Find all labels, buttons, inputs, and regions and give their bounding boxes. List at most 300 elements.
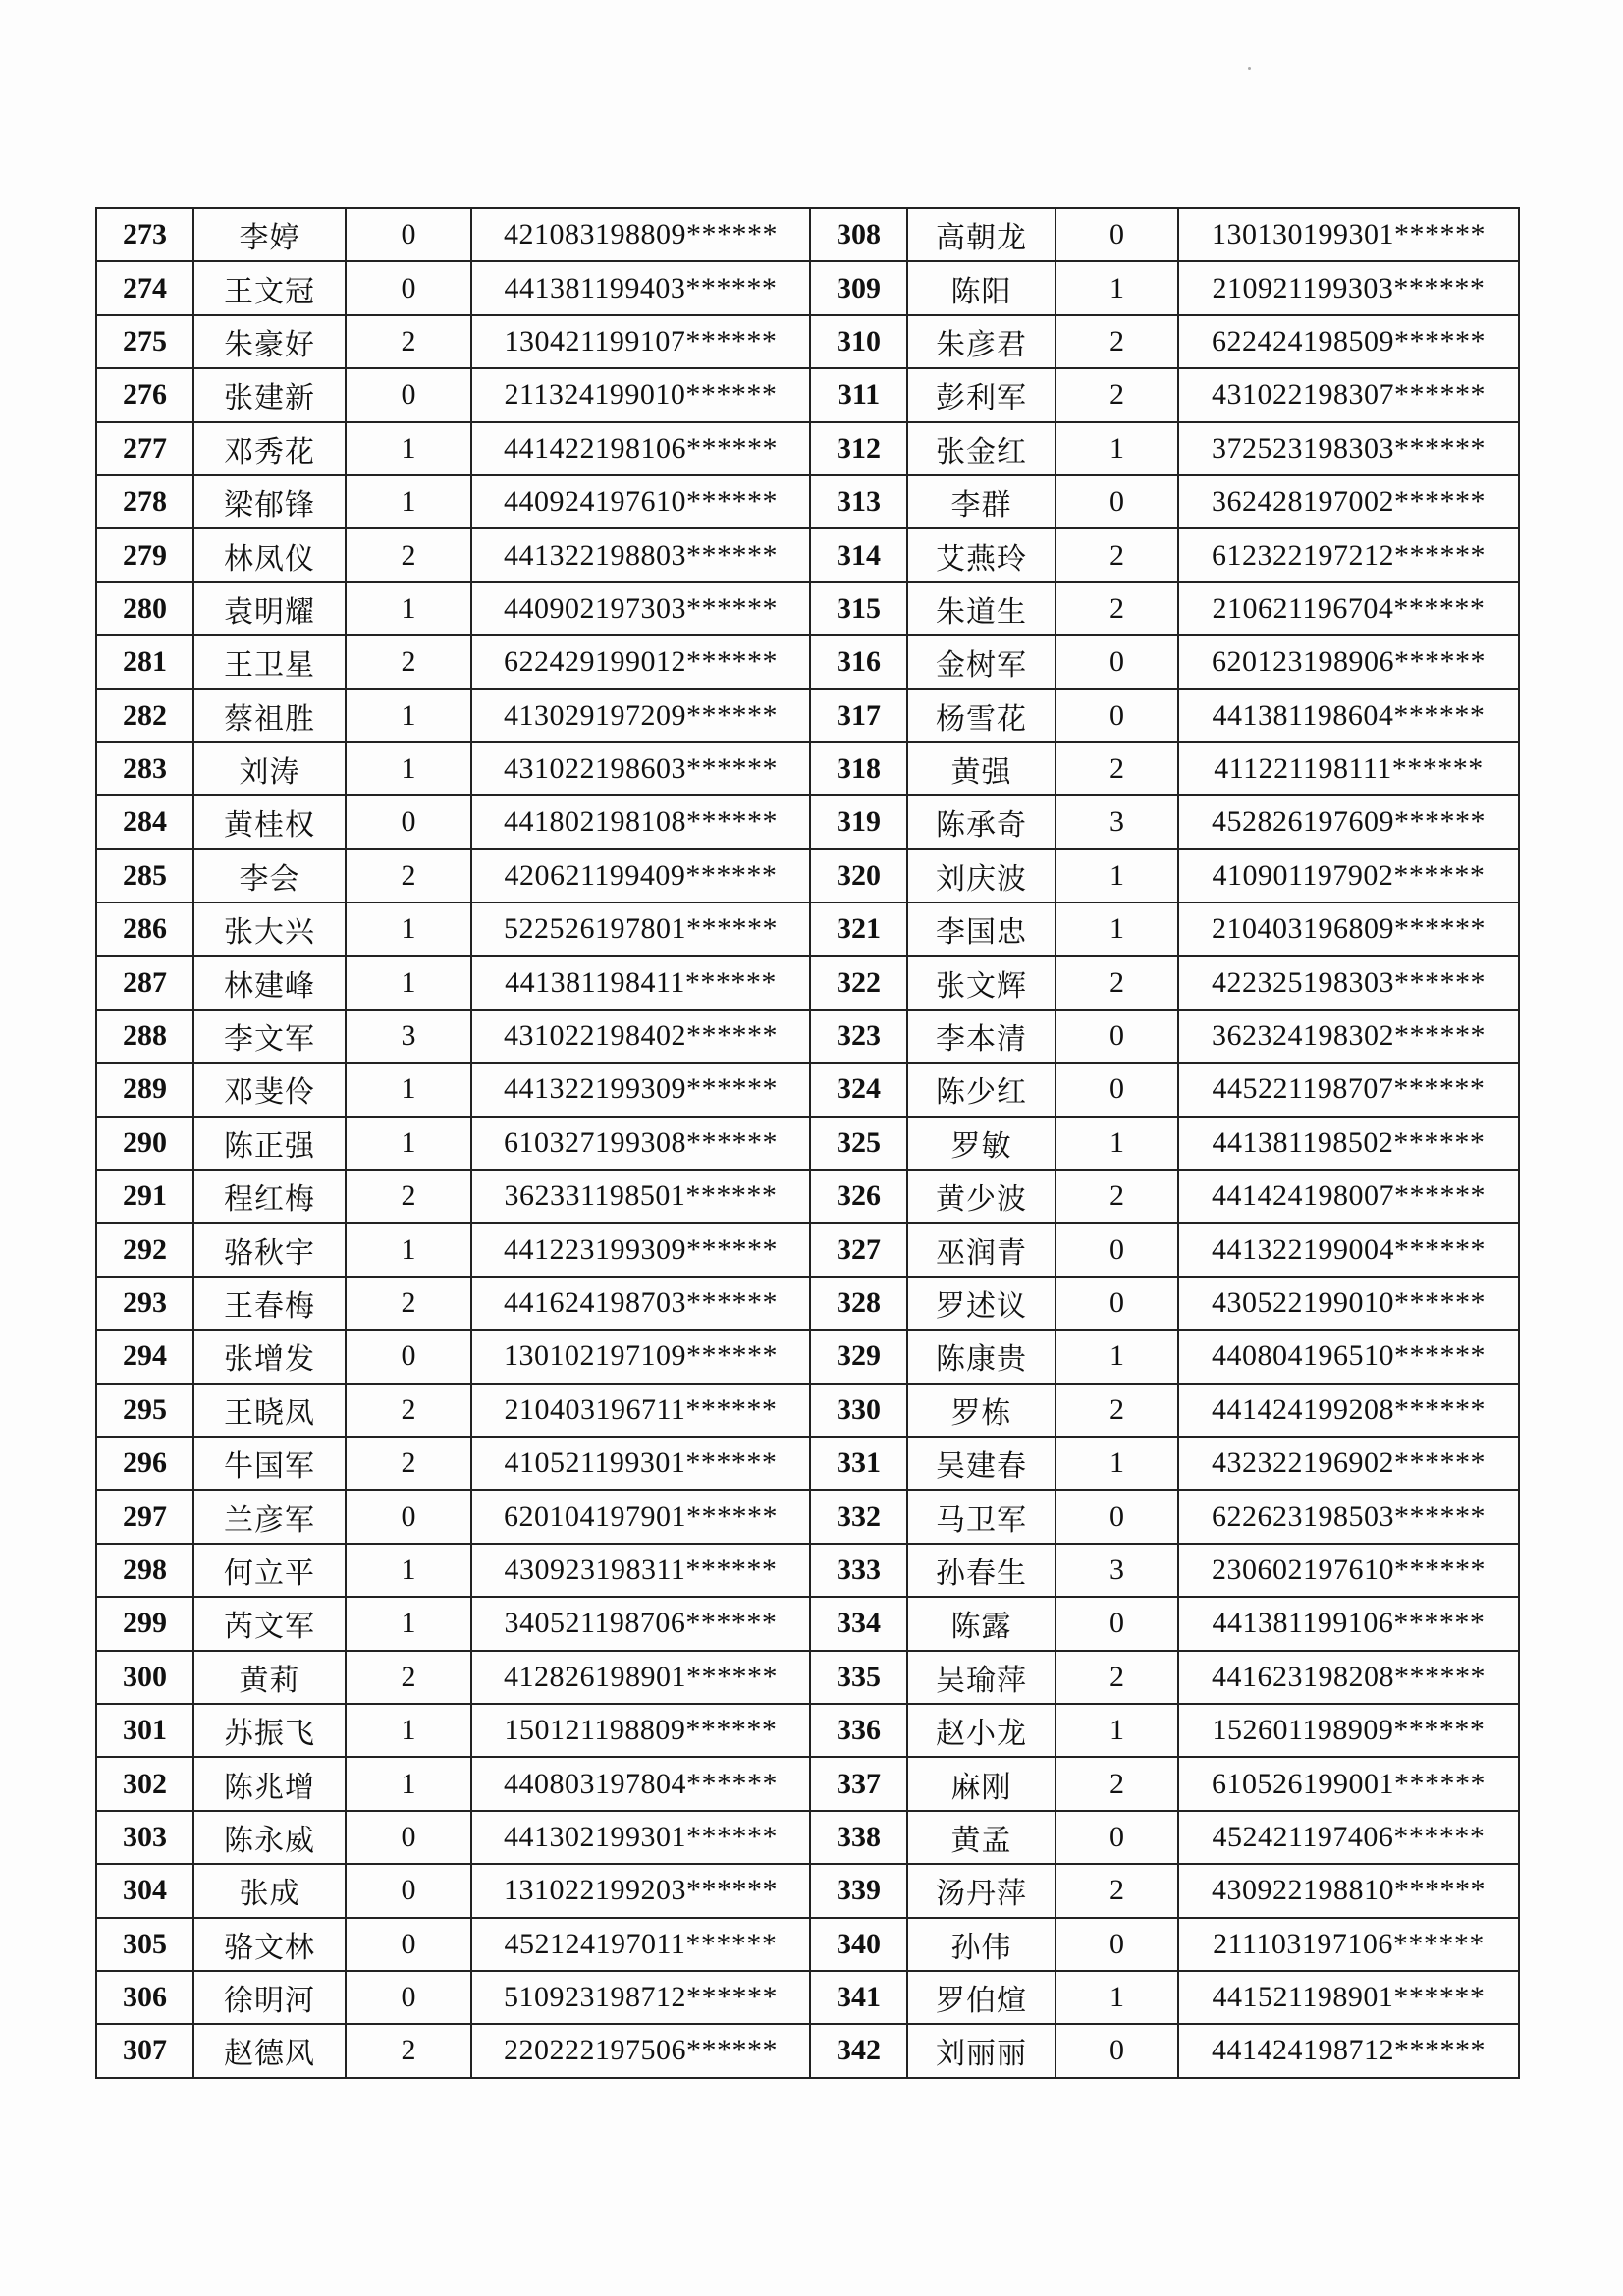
right-id-number: 152601198909******: [1178, 1704, 1519, 1757]
left-count-value: 2: [346, 849, 471, 902]
left-count-value: 1: [346, 902, 471, 956]
right-person-name: 陈承奇: [907, 795, 1055, 848]
left-person-name: 王春梅: [193, 1277, 346, 1330]
roster-body: [96, 208, 1519, 2078]
right-row-number: 325: [810, 1117, 907, 1170]
left-row-number: 277: [96, 422, 193, 475]
right-row-number: 339: [810, 1864, 907, 1917]
left-count-value: 2: [346, 315, 471, 368]
table-row: [96, 582, 1519, 635]
left-count-value: 0: [346, 1971, 471, 2024]
left-row-number: 278: [96, 475, 193, 528]
left-row-number: 299: [96, 1597, 193, 1650]
right-count-value: 3: [1055, 1544, 1178, 1597]
right-row-number: 318: [810, 742, 907, 795]
right-row-number: 336: [810, 1704, 907, 1757]
right-row-number: 324: [810, 1063, 907, 1116]
left-count-value: 0: [346, 368, 471, 421]
right-row-number: 333: [810, 1544, 907, 1597]
left-id-number: 130421199107******: [471, 315, 810, 368]
left-person-name: 兰彦军: [193, 1490, 346, 1543]
right-id-number: 210621196704******: [1178, 582, 1519, 635]
table-row: [96, 742, 1519, 795]
right-person-name: 罗伯煊: [907, 1971, 1055, 2024]
left-count-value: 0: [346, 1918, 471, 1971]
left-count-value: 1: [346, 1757, 471, 1810]
left-row-number: 282: [96, 689, 193, 742]
left-person-name: 袁明耀: [193, 582, 346, 635]
left-row-number: 302: [96, 1757, 193, 1810]
table-row: [96, 1757, 1519, 1810]
left-id-number: 412826198901******: [471, 1651, 810, 1704]
table-row: [96, 635, 1519, 688]
left-id-number: 441322198803******: [471, 528, 810, 581]
left-id-number: 131022199203******: [471, 1864, 810, 1917]
left-id-number: 421083198809******: [471, 208, 810, 261]
left-person-name: 王卫星: [193, 635, 346, 688]
right-id-number: 431022198307******: [1178, 368, 1519, 421]
left-count-value: 0: [346, 795, 471, 848]
right-id-number: 411221198111******: [1178, 742, 1519, 795]
left-person-name: 芮文军: [193, 1597, 346, 1650]
right-row-number: 308: [810, 208, 907, 261]
right-row-number: 328: [810, 1277, 907, 1330]
right-count-value: 1: [1055, 261, 1178, 314]
table-row: [96, 1223, 1519, 1276]
left-id-number: 510923198712******: [471, 1971, 810, 2024]
right-row-number: 313: [810, 475, 907, 528]
left-count-value: 2: [346, 1384, 471, 1437]
left-id-number: 440902197303******: [471, 582, 810, 635]
right-person-name: 巫润青: [907, 1223, 1055, 1276]
left-count-value: 2: [346, 1651, 471, 1704]
left-row-number: 284: [96, 795, 193, 848]
right-count-value: 0: [1055, 1063, 1178, 1116]
right-person-name: 朱彦君: [907, 315, 1055, 368]
left-person-name: 徐明河: [193, 1971, 346, 2024]
table-row: [96, 1490, 1519, 1543]
right-person-name: 彭利军: [907, 368, 1055, 421]
left-count-value: 2: [346, 1437, 471, 1490]
left-count-value: 0: [346, 1490, 471, 1543]
right-id-number: 612322197212******: [1178, 528, 1519, 581]
right-row-number: 323: [810, 1010, 907, 1063]
left-person-name: 林建峰: [193, 956, 346, 1009]
right-id-number: 620123198906******: [1178, 635, 1519, 688]
left-person-name: 李会: [193, 849, 346, 902]
table-row: [96, 1544, 1519, 1597]
left-id-number: 130102197109******: [471, 1330, 810, 1383]
right-row-number: 334: [810, 1597, 907, 1650]
right-count-value: 0: [1055, 475, 1178, 528]
right-row-number: 321: [810, 902, 907, 956]
left-row-number: 273: [96, 208, 193, 261]
left-count-value: 1: [346, 689, 471, 742]
table-row: [96, 1971, 1519, 2024]
right-count-value: 0: [1055, 1918, 1178, 1971]
left-id-number: 440924197610******: [471, 475, 810, 528]
table-row: [96, 1811, 1519, 1864]
left-row-number: 281: [96, 635, 193, 688]
right-person-name: 汤丹萍: [907, 1864, 1055, 1917]
right-person-name: 赵小龙: [907, 1704, 1055, 1757]
table-row: [96, 422, 1519, 475]
table-row: [96, 528, 1519, 581]
right-row-number: 320: [810, 849, 907, 902]
left-count-value: 2: [346, 635, 471, 688]
table-row: [96, 1330, 1519, 1383]
left-row-number: 286: [96, 902, 193, 956]
table-row: [96, 208, 1519, 261]
left-row-number: 307: [96, 2024, 193, 2077]
left-count-value: 1: [346, 582, 471, 635]
right-id-number: 430522199010******: [1178, 1277, 1519, 1330]
right-person-name: 高朝龙: [907, 208, 1055, 261]
right-id-number: 440804196510******: [1178, 1330, 1519, 1383]
left-id-number: 441381199403******: [471, 261, 810, 314]
right-count-value: 0: [1055, 1811, 1178, 1864]
right-id-number: 452421197406******: [1178, 1811, 1519, 1864]
left-person-name: 骆文林: [193, 1918, 346, 1971]
left-id-number: 413029197209******: [471, 689, 810, 742]
right-count-value: 2: [1055, 582, 1178, 635]
right-count-value: 2: [1055, 1864, 1178, 1917]
right-row-number: 314: [810, 528, 907, 581]
left-id-number: 440803197804******: [471, 1757, 810, 1810]
table-row: [96, 368, 1519, 421]
right-row-number: 342: [810, 2024, 907, 2077]
right-id-number: 441322199004******: [1178, 1223, 1519, 1276]
table-row: [96, 1170, 1519, 1223]
left-row-number: 305: [96, 1918, 193, 1971]
right-count-value: 0: [1055, 208, 1178, 261]
left-person-name: 李文军: [193, 1010, 346, 1063]
left-row-number: 289: [96, 1063, 193, 1116]
table-row: [96, 1010, 1519, 1063]
right-person-name: 陈康贵: [907, 1330, 1055, 1383]
left-person-name: 王晓凤: [193, 1384, 346, 1437]
right-id-number: 622424198509******: [1178, 315, 1519, 368]
left-count-value: 2: [346, 528, 471, 581]
right-person-name: 陈少红: [907, 1063, 1055, 1116]
left-id-number: 622429199012******: [471, 635, 810, 688]
right-id-number: 422325198303******: [1178, 956, 1519, 1009]
left-person-name: 王文冠: [193, 261, 346, 314]
left-row-number: 304: [96, 1864, 193, 1917]
left-person-name: 林凤仪: [193, 528, 346, 581]
left-person-name: 黄桂权: [193, 795, 346, 848]
table-row: [96, 1597, 1519, 1650]
right-row-number: 327: [810, 1223, 907, 1276]
right-id-number: 432322196902******: [1178, 1437, 1519, 1490]
table-row: [96, 1117, 1519, 1170]
right-id-number: 210403196809******: [1178, 902, 1519, 956]
left-count-value: 1: [346, 1117, 471, 1170]
left-count-value: 1: [346, 1223, 471, 1276]
right-id-number: 210921199303******: [1178, 261, 1519, 314]
left-person-name: 张建新: [193, 368, 346, 421]
right-person-name: 黄少波: [907, 1170, 1055, 1223]
left-count-value: 2: [346, 2024, 471, 2077]
left-row-number: 285: [96, 849, 193, 902]
left-count-value: 1: [346, 1063, 471, 1116]
left-person-name: 梁郁锋: [193, 475, 346, 528]
left-row-number: 283: [96, 742, 193, 795]
left-row-number: 294: [96, 1330, 193, 1383]
table-row: [96, 1437, 1519, 1490]
left-id-number: 211324199010******: [471, 368, 810, 421]
right-id-number: 430922198810******: [1178, 1864, 1519, 1917]
left-id-number: 431022198402******: [471, 1010, 810, 1063]
left-count-value: 0: [346, 1864, 471, 1917]
left-count-value: 1: [346, 1544, 471, 1597]
left-person-name: 刘涛: [193, 742, 346, 795]
left-person-name: 赵德风: [193, 2024, 346, 2077]
left-id-number: 522526197801******: [471, 902, 810, 956]
left-id-number: 441624198703******: [471, 1277, 810, 1330]
left-id-number: 420621199409******: [471, 849, 810, 902]
left-person-name: 陈正强: [193, 1117, 346, 1170]
left-id-number: 452124197011******: [471, 1918, 810, 1971]
table-row: [96, 1277, 1519, 1330]
left-person-name: 何立平: [193, 1544, 346, 1597]
right-person-name: 黄孟: [907, 1811, 1055, 1864]
right-row-number: 332: [810, 1490, 907, 1543]
right-row-number: 338: [810, 1811, 907, 1864]
right-person-name: 陈阳: [907, 261, 1055, 314]
right-person-name: 罗敏: [907, 1117, 1055, 1170]
right-count-value: 0: [1055, 1277, 1178, 1330]
roster-table: [95, 207, 1520, 2079]
right-row-number: 312: [810, 422, 907, 475]
right-id-number: 441381198502******: [1178, 1117, 1519, 1170]
left-id-number: 441302199301******: [471, 1811, 810, 1864]
left-row-number: 280: [96, 582, 193, 635]
left-row-number: 293: [96, 1277, 193, 1330]
left-id-number: 150121198809******: [471, 1704, 810, 1757]
right-count-value: 1: [1055, 1971, 1178, 2024]
left-count-value: 0: [346, 261, 471, 314]
left-row-number: 290: [96, 1117, 193, 1170]
left-count-value: 0: [346, 1330, 471, 1383]
right-person-name: 吴瑜萍: [907, 1651, 1055, 1704]
left-person-name: 张增发: [193, 1330, 346, 1383]
right-person-name: 罗栋: [907, 1384, 1055, 1437]
right-count-value: 2: [1055, 956, 1178, 1009]
right-row-number: 322: [810, 956, 907, 1009]
right-person-name: 杨雪花: [907, 689, 1055, 742]
right-count-value: 1: [1055, 1704, 1178, 1757]
left-person-name: 邓斐伶: [193, 1063, 346, 1116]
right-person-name: 李国忠: [907, 902, 1055, 956]
right-id-number: 362324198302******: [1178, 1010, 1519, 1063]
left-row-number: 300: [96, 1651, 193, 1704]
right-row-number: 311: [810, 368, 907, 421]
right-id-number: 211103197106******: [1178, 1918, 1519, 1971]
left-count-value: 2: [346, 1170, 471, 1223]
right-count-value: 2: [1055, 1651, 1178, 1704]
table-row: [96, 1384, 1519, 1437]
left-count-value: 1: [346, 1704, 471, 1757]
left-count-value: 0: [346, 1811, 471, 1864]
right-id-number: 441381198604******: [1178, 689, 1519, 742]
right-row-number: 340: [810, 1918, 907, 1971]
right-count-value: 0: [1055, 2024, 1178, 2077]
right-row-number: 341: [810, 1971, 907, 2024]
table-row: [96, 1864, 1519, 1917]
right-id-number: 452826197609******: [1178, 795, 1519, 848]
left-person-name: 张成: [193, 1864, 346, 1917]
left-count-value: 1: [346, 956, 471, 1009]
right-row-number: 309: [810, 261, 907, 314]
right-row-number: 310: [810, 315, 907, 368]
left-count-value: 1: [346, 422, 471, 475]
left-person-name: 黄莉: [193, 1651, 346, 1704]
table-row: [96, 1651, 1519, 1704]
right-count-value: 0: [1055, 1010, 1178, 1063]
right-row-number: 326: [810, 1170, 907, 1223]
left-id-number: 220222197506******: [471, 2024, 810, 2077]
left-row-number: 287: [96, 956, 193, 1009]
right-count-value: 2: [1055, 1170, 1178, 1223]
left-id-number: 340521198706******: [471, 1597, 810, 1650]
left-row-number: 297: [96, 1490, 193, 1543]
table-row: [96, 1918, 1519, 1971]
right-count-value: 1: [1055, 849, 1178, 902]
left-id-number: 210403196711******: [471, 1384, 810, 1437]
left-person-name: 骆秋宇: [193, 1223, 346, 1276]
right-id-number: 445221198707******: [1178, 1063, 1519, 1116]
left-row-number: 275: [96, 315, 193, 368]
left-count-value: 1: [346, 742, 471, 795]
right-count-value: 2: [1055, 368, 1178, 421]
right-count-value: 1: [1055, 1117, 1178, 1170]
table-row: [96, 261, 1519, 314]
right-count-value: 0: [1055, 1597, 1178, 1650]
left-person-name: 朱豪好: [193, 315, 346, 368]
left-person-name: 苏振飞: [193, 1704, 346, 1757]
left-person-name: 李婷: [193, 208, 346, 261]
left-row-number: 291: [96, 1170, 193, 1223]
left-person-name: 张大兴: [193, 902, 346, 956]
right-id-number: 130130199301******: [1178, 208, 1519, 261]
left-id-number: 430923198311******: [471, 1544, 810, 1597]
right-row-number: 317: [810, 689, 907, 742]
left-row-number: 301: [96, 1704, 193, 1757]
right-person-name: 李本清: [907, 1010, 1055, 1063]
right-count-value: 1: [1055, 1437, 1178, 1490]
right-id-number: 441381199106******: [1178, 1597, 1519, 1650]
right-count-value: 2: [1055, 528, 1178, 581]
table-row: [96, 1704, 1519, 1757]
left-person-name: 蔡祖胜: [193, 689, 346, 742]
table-row: [96, 902, 1519, 956]
right-id-number: 362428197002******: [1178, 475, 1519, 528]
right-row-number: 319: [810, 795, 907, 848]
left-person-name: 陈永威: [193, 1811, 346, 1864]
table-row: [96, 2024, 1519, 2077]
left-person-name: 邓秀花: [193, 422, 346, 475]
right-person-name: 陈露: [907, 1597, 1055, 1650]
right-person-name: 黄强: [907, 742, 1055, 795]
right-count-value: 0: [1055, 1490, 1178, 1543]
left-row-number: 292: [96, 1223, 193, 1276]
right-person-name: 孙春生: [907, 1544, 1055, 1597]
left-person-name: 牛国军: [193, 1437, 346, 1490]
right-count-value: 0: [1055, 689, 1178, 742]
table-row: [96, 956, 1519, 1009]
right-count-value: 0: [1055, 635, 1178, 688]
right-person-name: 刘庆波: [907, 849, 1055, 902]
left-id-number: 362331198501******: [471, 1170, 810, 1223]
right-person-name: 金树军: [907, 635, 1055, 688]
left-id-number: 441381198411******: [471, 956, 810, 1009]
right-id-number: 230602197610******: [1178, 1544, 1519, 1597]
right-id-number: 441424198007******: [1178, 1170, 1519, 1223]
right-row-number: 331: [810, 1437, 907, 1490]
right-id-number: 372523198303******: [1178, 422, 1519, 475]
right-row-number: 329: [810, 1330, 907, 1383]
right-id-number: 441424198712******: [1178, 2024, 1519, 2077]
right-count-value: 2: [1055, 742, 1178, 795]
right-row-number: 330: [810, 1384, 907, 1437]
right-person-name: 刘丽丽: [907, 2024, 1055, 2077]
table-row: [96, 849, 1519, 902]
left-row-number: 303: [96, 1811, 193, 1864]
right-person-name: 张文辉: [907, 956, 1055, 1009]
left-id-number: 441223199309******: [471, 1223, 810, 1276]
left-count-value: 2: [346, 1277, 471, 1330]
right-person-name: 马卫军: [907, 1490, 1055, 1543]
left-row-number: 279: [96, 528, 193, 581]
table-row: [96, 689, 1519, 742]
left-id-number: 410521199301******: [471, 1437, 810, 1490]
right-row-number: 315: [810, 582, 907, 635]
left-row-number: 295: [96, 1384, 193, 1437]
right-person-name: 艾燕玲: [907, 528, 1055, 581]
right-id-number: 441521198901******: [1178, 1971, 1519, 2024]
left-count-value: 3: [346, 1010, 471, 1063]
right-count-value: 2: [1055, 315, 1178, 368]
table-row: [96, 1063, 1519, 1116]
right-person-name: 张金红: [907, 422, 1055, 475]
right-id-number: 610526199001******: [1178, 1757, 1519, 1810]
left-person-name: 程红梅: [193, 1170, 346, 1223]
right-count-value: 3: [1055, 795, 1178, 848]
right-count-value: 0: [1055, 1223, 1178, 1276]
table-row: [96, 315, 1519, 368]
left-row-number: 274: [96, 261, 193, 314]
left-id-number: 441422198106******: [471, 422, 810, 475]
left-id-number: 441322199309******: [471, 1063, 810, 1116]
left-count-value: 0: [346, 208, 471, 261]
left-id-number: 620104197901******: [471, 1490, 810, 1543]
left-row-number: 276: [96, 368, 193, 421]
right-row-number: 337: [810, 1757, 907, 1810]
right-person-name: 吴建春: [907, 1437, 1055, 1490]
left-id-number: 610327199308******: [471, 1117, 810, 1170]
right-person-name: 朱道生: [907, 582, 1055, 635]
right-count-value: 1: [1055, 1330, 1178, 1383]
right-row-number: 335: [810, 1651, 907, 1704]
right-person-name: 罗述议: [907, 1277, 1055, 1330]
left-row-number: 296: [96, 1437, 193, 1490]
right-id-number: 441623198208******: [1178, 1651, 1519, 1704]
left-row-number: 306: [96, 1971, 193, 2024]
right-count-value: 1: [1055, 422, 1178, 475]
right-count-value: 2: [1055, 1384, 1178, 1437]
right-id-number: 622623198503******: [1178, 1490, 1519, 1543]
